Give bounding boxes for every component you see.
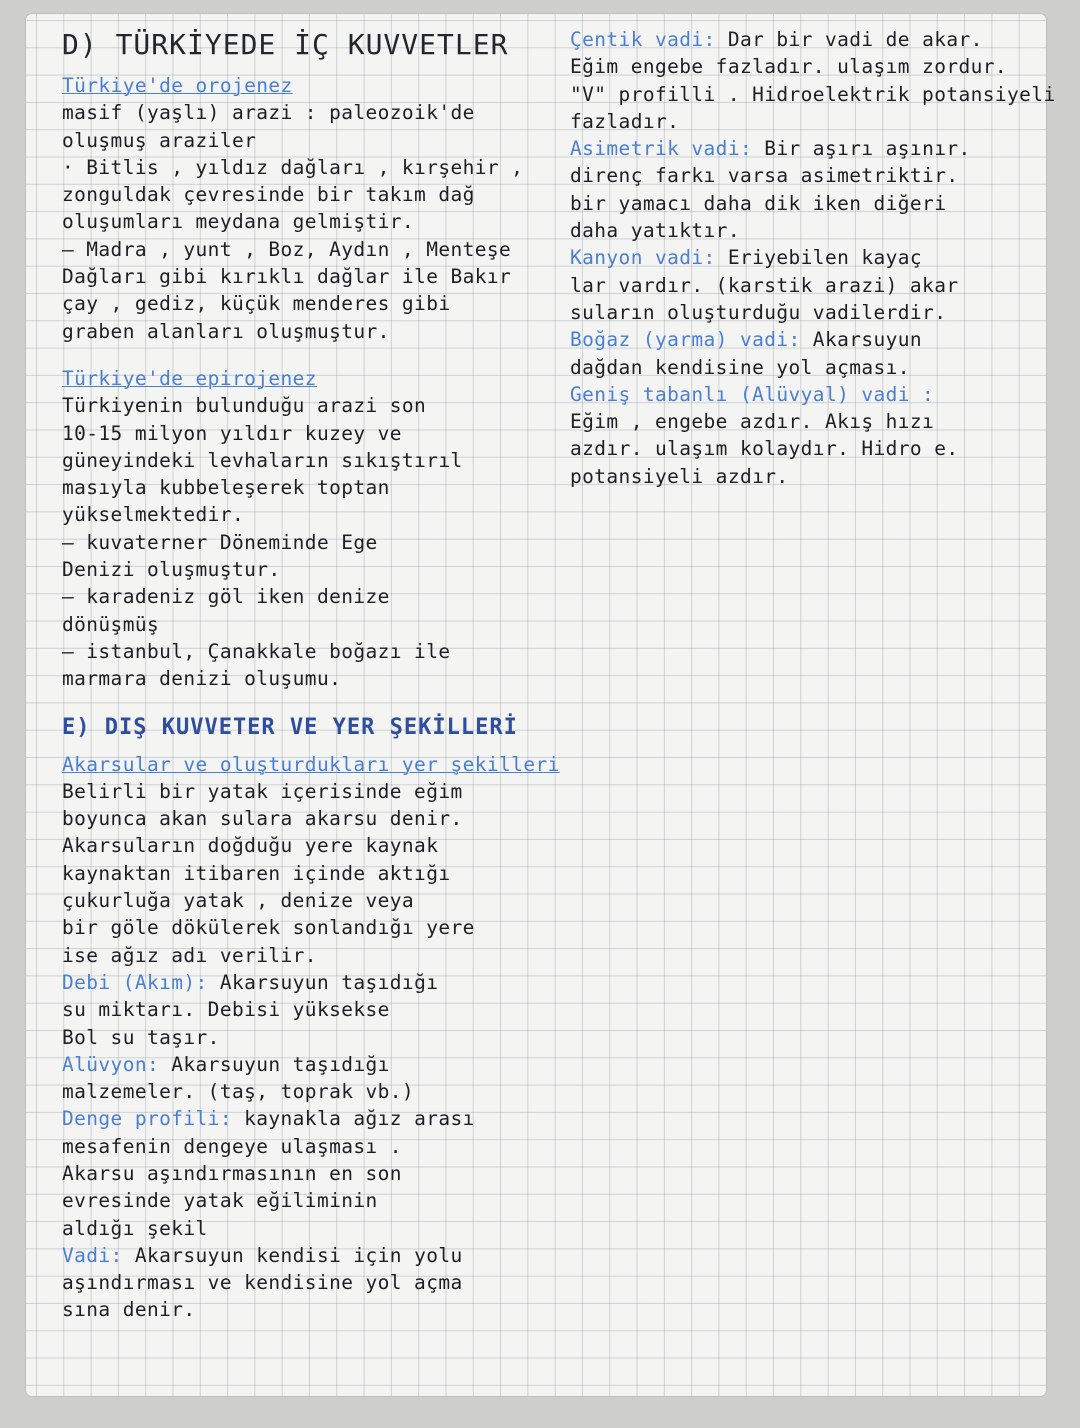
denge-term: Denge profili:: [62, 1107, 232, 1131]
text-line: dağdan kendisine yol açması.: [570, 355, 910, 379]
orogenez-text: [62, 99, 542, 345]
text-line: çay , gediz, küçük menderes gibi: [62, 292, 451, 316]
text-line: 10-15 milyon yıldır kuzey ve: [62, 421, 402, 445]
text-line: graben alanları oluşmuştur.: [62, 319, 390, 343]
text-line: azdır. ulaşım kolaydır. Hidro e.: [570, 437, 959, 461]
text-line: Denizi oluşmuştur.: [62, 558, 281, 582]
bogaz-term: Boğaz (yarma) vadi:: [570, 328, 801, 352]
text-line: malzemeler. (taş, toprak vb.): [62, 1080, 415, 1104]
text-line: oluşumları meydana gelmiştir.: [62, 210, 415, 234]
vadi-term: Vadi:: [62, 1243, 123, 1267]
section-title-dis-kuvvetler: E) DIŞ KUVVETER VE YER ŞEKİLLERİ: [62, 714, 518, 740]
text-line: kaynakla ağız arası: [231, 1107, 475, 1131]
kanyon-term: Kanyon vadi:: [570, 246, 716, 270]
text-line: evresinde yatak eğiliminin: [62, 1189, 378, 1213]
text-line: — Madra , yunt , Boz, Aydın , Menteşe: [62, 237, 512, 261]
text-line: lar vardır. (karstik arazi) akar: [570, 273, 959, 297]
text-line: su miktarı. Debisi yüksekse: [62, 998, 390, 1022]
text-line: Akarsuyun taşıdığı: [159, 1052, 390, 1076]
epirojenez-heading: Türkiye'de epirojenez: [62, 366, 317, 390]
text-line: aldığı şekil: [62, 1216, 208, 1240]
text-line: Eğim engebe fazladır. ulaşım zordur.: [570, 55, 1008, 79]
asimetrik-term: Asimetrik vadi:: [570, 137, 753, 161]
text-line: Akarsuyun: [800, 328, 923, 352]
text-line: güneyindeki levhaların sıkıştırıl: [62, 448, 463, 472]
text-line: Eriyebilen kayaç: [715, 246, 923, 270]
akarsular-heading: Akarsular ve oluşturdukları yer şekilleri: [62, 752, 560, 776]
text-line: çukurluğa yatak , denize veya: [62, 889, 415, 913]
asimetrik-definition: [570, 135, 1040, 162]
text-line: Belirli bir yatak içerisinde eğim: [62, 779, 463, 803]
text-line: sına denir.: [62, 1298, 196, 1322]
text-line: masif (yaşlı) arazi : paleozoik'de: [62, 101, 475, 125]
right-column: [570, 26, 1056, 490]
left-column: [62, 26, 560, 1324]
bogaz-definition: [570, 326, 1040, 353]
text-line: Akarsuların doğduğu yere kaynak: [62, 834, 439, 858]
text-line: potansiyeli azdır.: [570, 464, 789, 488]
text-line: yükselmektedir.: [62, 503, 245, 527]
debi-definition: [62, 969, 542, 996]
text-line: Dar bir vadi de akar.: [715, 28, 983, 51]
text-line: aşındırması ve kendisine yol açma: [62, 1271, 463, 1295]
denge-definition: [62, 1105, 542, 1132]
text-line: — istanbul, Çanakkale boğazı ile: [62, 639, 451, 663]
aluvyon-definition: [62, 1051, 542, 1078]
centik-term: Çentik vadi:: [570, 28, 716, 51]
text-line: fazladır.: [570, 109, 680, 133]
genis-term: Geniş tabanlı (Alüvyal) vadi :: [570, 382, 935, 406]
text-line: boyunca akan sulara akarsu denir.: [62, 807, 463, 831]
kanyon-definition: [570, 244, 1040, 271]
debi-term: Debi (Akım):: [62, 970, 208, 994]
text-line: ise ağız adı verilir.: [62, 943, 317, 967]
text-line: Türkiyenin bulunduğu arazi son: [62, 394, 427, 418]
text-line: marmara denizi oluşumu.: [62, 667, 342, 691]
text-line: suların oluşturduğu vadilerdir.: [570, 300, 947, 324]
text-line: Akarsu aşındırmasının en son: [62, 1161, 402, 1185]
page-title: D) TÜRKİYEDE İÇ KUVVETLER: [62, 28, 509, 61]
text-line: Akarsuyun kendisi için yolu: [122, 1243, 463, 1267]
text-line: · Bitlis , yıldız dağları , kırşehir ,: [62, 155, 524, 179]
aluvyon-term: Alüvyon:: [62, 1052, 160, 1076]
text-line: daha yatıktır.: [570, 219, 740, 243]
text-line: mesafenin dengeye ulaşması .: [62, 1134, 402, 1158]
text-line: direnç farkı varsa asimetriktir.: [570, 164, 959, 188]
text-line: dönüşmüş: [62, 612, 160, 636]
text-line: Eğim , engebe azdır. Akış hızı: [570, 410, 935, 434]
text-line: Bir aşırı aşınır.: [752, 137, 971, 161]
text-line: bir göle dökülerek sonlandığı yere: [62, 916, 475, 940]
text-line: Akarsuyun taşıdığı: [207, 970, 439, 994]
text-line: masıyla kubbeleşerek toptan: [62, 476, 390, 500]
text-line: oluşmuş araziler: [62, 128, 257, 152]
orogenez-heading: Türkiye'de orojenez: [62, 74, 293, 97]
text-line: zonguldak çevresinde bir takım dağ: [62, 183, 475, 207]
text-line: bir yamacı daha dik iken diğeri: [570, 191, 947, 215]
epirojenez-text: [62, 392, 542, 692]
text-line: — kuvaterner Döneminde Ege: [62, 530, 378, 554]
text-line: kaynaktan itibaren içinde aktığı: [62, 861, 451, 885]
akarsular-text: [62, 778, 542, 969]
centik-definition: [570, 26, 1040, 53]
vadi-definition: [62, 1242, 542, 1269]
text-line: Dağları gibi kırıklı dağlar ile Bakır: [62, 265, 512, 289]
text-line: "V" profilli . Hidroelektrik potansiyeli: [570, 82, 1056, 106]
text-line: — karadeniz göl iken denize: [62, 585, 390, 609]
text-line: Bol su taşır.: [62, 1025, 220, 1049]
